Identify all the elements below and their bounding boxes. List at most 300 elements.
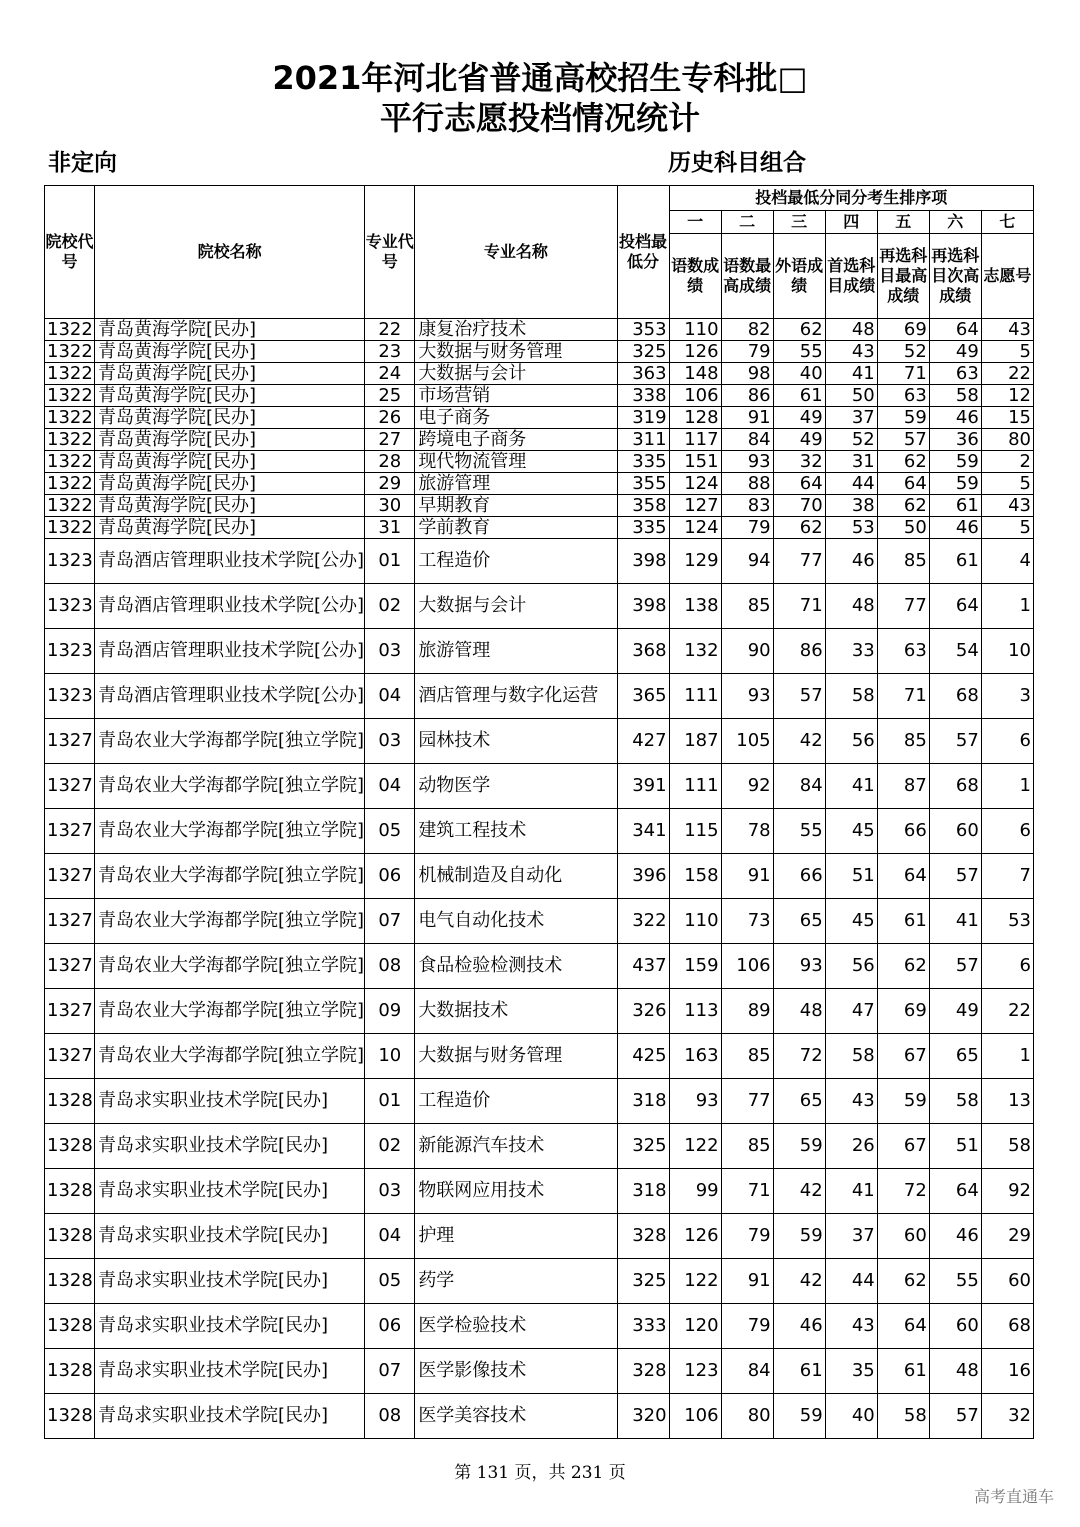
first-subject-cell: 43 bbox=[825, 341, 877, 363]
min-score-cell: 326 bbox=[617, 989, 669, 1034]
school-name-cell: 青岛农业大学海都学院[独立学院] bbox=[95, 764, 365, 809]
preference-no-cell: 32 bbox=[981, 1394, 1033, 1439]
major-code-cell: 03 bbox=[365, 1169, 415, 1214]
school-name-cell: 青岛农业大学海都学院[独立学院] bbox=[95, 989, 365, 1034]
reselect-second-cell: 57 bbox=[929, 1394, 981, 1439]
school-name-cell: 青岛求实职业技术学院[民办] bbox=[95, 1169, 365, 1214]
chinese-math-score-cell: 138 bbox=[669, 584, 721, 629]
reselect-max-cell: 67 bbox=[877, 1034, 929, 1079]
school-name-cell: 青岛求实职业技术学院[民办] bbox=[95, 1394, 365, 1439]
table-row bbox=[45, 407, 1034, 429]
major-name-cell: 物联网应用技术 bbox=[415, 1169, 617, 1214]
preference-no-cell: 1 bbox=[981, 1034, 1033, 1079]
school-name-cell: 青岛酒店管理职业技术学院[公办] bbox=[95, 539, 365, 584]
first-subject-cell: 43 bbox=[825, 1304, 877, 1349]
table-row bbox=[45, 495, 1034, 517]
first-subject-cell: 52 bbox=[825, 429, 877, 451]
reselect-second-cell: 49 bbox=[929, 989, 981, 1034]
school-code-cell: 1328 bbox=[45, 1169, 95, 1214]
school-code-cell: 1328 bbox=[45, 1349, 95, 1394]
school-name-cell: 青岛求实职业技术学院[民办] bbox=[95, 1214, 365, 1259]
reselect-max-cell: 64 bbox=[877, 1304, 929, 1349]
major-name-cell: 大数据与会计 bbox=[415, 363, 617, 385]
foreign-language-cell: 61 bbox=[773, 385, 825, 407]
table-row bbox=[45, 363, 1034, 385]
reselect-max-cell: 71 bbox=[877, 363, 929, 385]
table-header bbox=[45, 186, 1034, 319]
table-row bbox=[45, 899, 1034, 944]
school-code-cell: 1328 bbox=[45, 1394, 95, 1439]
school-name-cell: 青岛黄海学院[民办] bbox=[95, 407, 365, 429]
header-rank-4: 四 bbox=[825, 211, 877, 234]
first-subject-cell: 47 bbox=[825, 989, 877, 1034]
table-row bbox=[45, 385, 1034, 407]
school-name-cell: 青岛农业大学海都学院[独立学院] bbox=[95, 719, 365, 764]
school-name-cell: 青岛酒店管理职业技术学院[公办] bbox=[95, 629, 365, 674]
chinese-math-max-cell: 106 bbox=[721, 944, 773, 989]
first-subject-cell: 56 bbox=[825, 719, 877, 764]
preference-no-cell: 92 bbox=[981, 1169, 1033, 1214]
chinese-math-score-cell: 111 bbox=[669, 674, 721, 719]
major-code-cell: 10 bbox=[365, 1034, 415, 1079]
major-name-cell: 医学美容技术 bbox=[415, 1394, 617, 1439]
reselect-max-cell: 63 bbox=[877, 629, 929, 674]
header-major-name: 专业名称 bbox=[415, 186, 617, 319]
table-row bbox=[45, 1214, 1034, 1259]
school-code-cell: 1328 bbox=[45, 1079, 95, 1124]
first-subject-cell: 48 bbox=[825, 584, 877, 629]
watermark: 高考直通车 bbox=[973, 1487, 1054, 1506]
table-row bbox=[45, 319, 1034, 341]
major-code-cell: 28 bbox=[365, 451, 415, 473]
first-subject-cell: 41 bbox=[825, 764, 877, 809]
header-criterion-2: 语数最高成绩 bbox=[721, 234, 773, 319]
major-code-cell: 31 bbox=[365, 517, 415, 539]
major-code-cell: 06 bbox=[365, 1304, 415, 1349]
school-name-cell: 青岛黄海学院[民办] bbox=[95, 517, 365, 539]
reselect-second-cell: 55 bbox=[929, 1259, 981, 1304]
min-score-cell: 318 bbox=[617, 1079, 669, 1124]
reselect-second-cell: 57 bbox=[929, 944, 981, 989]
foreign-language-cell: 77 bbox=[773, 539, 825, 584]
major-name-cell: 工程造价 bbox=[415, 1079, 617, 1124]
foreign-language-cell: 40 bbox=[773, 363, 825, 385]
min-score-cell: 391 bbox=[617, 764, 669, 809]
first-subject-cell: 45 bbox=[825, 809, 877, 854]
first-subject-cell: 31 bbox=[825, 451, 877, 473]
school-code-cell: 1322 bbox=[45, 517, 95, 539]
school-name-cell: 青岛酒店管理职业技术学院[公办] bbox=[95, 584, 365, 629]
major-code-cell: 04 bbox=[365, 674, 415, 719]
major-code-cell: 08 bbox=[365, 1394, 415, 1439]
major-code-cell: 01 bbox=[365, 539, 415, 584]
first-subject-cell: 45 bbox=[825, 899, 877, 944]
major-name-cell: 大数据技术 bbox=[415, 989, 617, 1034]
school-name-cell: 青岛黄海学院[民办] bbox=[95, 363, 365, 385]
min-score-cell: 320 bbox=[617, 1394, 669, 1439]
reselect-max-cell: 62 bbox=[877, 451, 929, 473]
chinese-math-max-cell: 93 bbox=[721, 451, 773, 473]
min-score-cell: 338 bbox=[617, 385, 669, 407]
reselect-max-cell: 67 bbox=[877, 1124, 929, 1169]
header-rank-1: 一 bbox=[669, 211, 721, 234]
school-name-cell: 青岛求实职业技术学院[民办] bbox=[95, 1259, 365, 1304]
reselect-second-cell: 41 bbox=[929, 899, 981, 944]
table-row bbox=[45, 629, 1034, 674]
preference-no-cell: 10 bbox=[981, 629, 1033, 674]
preference-no-cell: 43 bbox=[981, 319, 1033, 341]
chinese-math-score-cell: 132 bbox=[669, 629, 721, 674]
header-rank-2: 二 bbox=[721, 211, 773, 234]
chinese-math-max-cell: 94 bbox=[721, 539, 773, 584]
reselect-max-cell: 62 bbox=[877, 495, 929, 517]
school-code-cell: 1323 bbox=[45, 629, 95, 674]
school-code-cell: 1327 bbox=[45, 809, 95, 854]
foreign-language-cell: 48 bbox=[773, 989, 825, 1034]
table-row bbox=[45, 944, 1034, 989]
reselect-second-cell: 61 bbox=[929, 495, 981, 517]
reselect-second-cell: 68 bbox=[929, 764, 981, 809]
major-name-cell: 医学影像技术 bbox=[415, 1349, 617, 1394]
foreign-language-cell: 55 bbox=[773, 809, 825, 854]
school-name-cell: 青岛求实职业技术学院[民办] bbox=[95, 1304, 365, 1349]
school-name-cell: 青岛黄海学院[民办] bbox=[95, 495, 365, 517]
header-criterion-3: 外语成绩 bbox=[773, 234, 825, 319]
major-code-cell: 03 bbox=[365, 719, 415, 764]
header-criterion-4: 首选科目成绩 bbox=[825, 234, 877, 319]
preference-no-cell: 22 bbox=[981, 989, 1033, 1034]
header-rank-3: 三 bbox=[773, 211, 825, 234]
table-row bbox=[45, 764, 1034, 809]
chinese-math-max-cell: 89 bbox=[721, 989, 773, 1034]
chinese-math-max-cell: 91 bbox=[721, 854, 773, 899]
table-row bbox=[45, 341, 1034, 363]
chinese-math-score-cell: 122 bbox=[669, 1259, 721, 1304]
reselect-max-cell: 77 bbox=[877, 584, 929, 629]
preference-no-cell: 1 bbox=[981, 764, 1033, 809]
first-subject-cell: 51 bbox=[825, 854, 877, 899]
first-subject-cell: 40 bbox=[825, 1394, 877, 1439]
chinese-math-score-cell: 106 bbox=[669, 1394, 721, 1439]
school-code-cell: 1322 bbox=[45, 341, 95, 363]
foreign-language-cell: 49 bbox=[773, 429, 825, 451]
preference-no-cell: 15 bbox=[981, 407, 1033, 429]
preference-no-cell: 5 bbox=[981, 517, 1033, 539]
header-criterion-5: 再选科目最高成绩 bbox=[877, 234, 929, 319]
admission-table bbox=[44, 185, 1034, 1439]
major-code-cell: 09 bbox=[365, 989, 415, 1034]
reselect-second-cell: 46 bbox=[929, 407, 981, 429]
chinese-math-max-cell: 105 bbox=[721, 719, 773, 764]
reselect-max-cell: 85 bbox=[877, 719, 929, 764]
chinese-math-max-cell: 77 bbox=[721, 1079, 773, 1124]
table-body bbox=[45, 319, 1034, 1439]
school-name-cell: 青岛黄海学院[民办] bbox=[95, 473, 365, 495]
school-code-cell: 1322 bbox=[45, 451, 95, 473]
table-row bbox=[45, 1079, 1034, 1124]
min-score-cell: 368 bbox=[617, 629, 669, 674]
header-min-score: 投档最低分 bbox=[617, 186, 669, 319]
foreign-language-cell: 49 bbox=[773, 407, 825, 429]
foreign-language-cell: 59 bbox=[773, 1214, 825, 1259]
min-score-cell: 322 bbox=[617, 899, 669, 944]
school-name-cell: 青岛农业大学海都学院[独立学院] bbox=[95, 944, 365, 989]
table-row bbox=[45, 539, 1034, 584]
reselect-max-cell: 58 bbox=[877, 1394, 929, 1439]
first-subject-cell: 58 bbox=[825, 674, 877, 719]
table-row bbox=[45, 854, 1034, 899]
major-code-cell: 05 bbox=[365, 1259, 415, 1304]
first-subject-cell: 33 bbox=[825, 629, 877, 674]
header-criterion-7: 志愿号 bbox=[981, 234, 1033, 319]
major-name-cell: 机械制造及自动化 bbox=[415, 854, 617, 899]
chinese-math-score-cell: 148 bbox=[669, 363, 721, 385]
major-name-cell: 护理 bbox=[415, 1214, 617, 1259]
min-score-cell: 396 bbox=[617, 854, 669, 899]
table-row bbox=[45, 451, 1034, 473]
chinese-math-max-cell: 88 bbox=[721, 473, 773, 495]
chinese-math-score-cell: 159 bbox=[669, 944, 721, 989]
major-code-cell: 30 bbox=[365, 495, 415, 517]
chinese-math-max-cell: 90 bbox=[721, 629, 773, 674]
preference-no-cell: 80 bbox=[981, 429, 1033, 451]
table-row bbox=[45, 674, 1034, 719]
header-major-code: 专业代号 bbox=[365, 186, 415, 319]
first-subject-cell: 26 bbox=[825, 1124, 877, 1169]
min-score-cell: 333 bbox=[617, 1304, 669, 1349]
major-code-cell: 02 bbox=[365, 584, 415, 629]
school-code-cell: 1322 bbox=[45, 495, 95, 517]
school-name-cell: 青岛黄海学院[民办] bbox=[95, 385, 365, 407]
subject-group-label: 历史科目组合 bbox=[668, 150, 806, 176]
chinese-math-score-cell: 99 bbox=[669, 1169, 721, 1214]
reselect-max-cell: 59 bbox=[877, 1079, 929, 1124]
table-row bbox=[45, 989, 1034, 1034]
first-subject-cell: 46 bbox=[825, 539, 877, 584]
min-score-cell: 398 bbox=[617, 539, 669, 584]
chinese-math-score-cell: 158 bbox=[669, 854, 721, 899]
min-score-cell: 335 bbox=[617, 517, 669, 539]
preference-no-cell: 4 bbox=[981, 539, 1033, 584]
chinese-math-score-cell: 126 bbox=[669, 1214, 721, 1259]
reselect-max-cell: 59 bbox=[877, 407, 929, 429]
preference-no-cell: 22 bbox=[981, 363, 1033, 385]
first-subject-cell: 56 bbox=[825, 944, 877, 989]
major-name-cell: 新能源汽车技术 bbox=[415, 1124, 617, 1169]
foreign-language-cell: 57 bbox=[773, 674, 825, 719]
header-criterion-6: 再选科目次高成绩 bbox=[929, 234, 981, 319]
school-code-cell: 1323 bbox=[45, 674, 95, 719]
chinese-math-max-cell: 84 bbox=[721, 1349, 773, 1394]
school-code-cell: 1322 bbox=[45, 473, 95, 495]
major-name-cell: 酒店管理与数字化运营 bbox=[415, 674, 617, 719]
first-subject-cell: 37 bbox=[825, 1214, 877, 1259]
major-code-cell: 07 bbox=[365, 1349, 415, 1394]
foreign-language-cell: 93 bbox=[773, 944, 825, 989]
school-code-cell: 1323 bbox=[45, 539, 95, 584]
min-score-cell: 341 bbox=[617, 809, 669, 854]
school-code-cell: 1322 bbox=[45, 429, 95, 451]
chinese-math-score-cell: 123 bbox=[669, 1349, 721, 1394]
preference-no-cell: 2 bbox=[981, 451, 1033, 473]
major-name-cell: 学前教育 bbox=[415, 517, 617, 539]
reselect-max-cell: 61 bbox=[877, 899, 929, 944]
school-code-cell: 1328 bbox=[45, 1214, 95, 1259]
school-name-cell: 青岛农业大学海都学院[独立学院] bbox=[95, 854, 365, 899]
chinese-math-score-cell: 129 bbox=[669, 539, 721, 584]
reselect-max-cell: 64 bbox=[877, 854, 929, 899]
major-name-cell: 电子商务 bbox=[415, 407, 617, 429]
school-name-cell: 青岛求实职业技术学院[民办] bbox=[95, 1349, 365, 1394]
reselect-second-cell: 64 bbox=[929, 319, 981, 341]
reselect-second-cell: 60 bbox=[929, 1304, 981, 1349]
major-name-cell: 工程造价 bbox=[415, 539, 617, 584]
school-code-cell: 1328 bbox=[45, 1259, 95, 1304]
major-name-cell: 旅游管理 bbox=[415, 473, 617, 495]
first-subject-cell: 35 bbox=[825, 1349, 877, 1394]
major-code-cell: 05 bbox=[365, 809, 415, 854]
table-row bbox=[45, 1169, 1034, 1214]
major-name-cell: 现代物流管理 bbox=[415, 451, 617, 473]
major-name-cell: 动物医学 bbox=[415, 764, 617, 809]
first-subject-cell: 50 bbox=[825, 385, 877, 407]
preference-no-cell: 1 bbox=[981, 584, 1033, 629]
reselect-second-cell: 63 bbox=[929, 363, 981, 385]
preference-no-cell: 43 bbox=[981, 495, 1033, 517]
chinese-math-score-cell: 110 bbox=[669, 899, 721, 944]
major-name-cell: 电气自动化技术 bbox=[415, 899, 617, 944]
major-name-cell: 园林技术 bbox=[415, 719, 617, 764]
reselect-max-cell: 87 bbox=[877, 764, 929, 809]
foreign-language-cell: 42 bbox=[773, 719, 825, 764]
chinese-math-max-cell: 93 bbox=[721, 674, 773, 719]
school-code-cell: 1327 bbox=[45, 989, 95, 1034]
chinese-math-max-cell: 79 bbox=[721, 517, 773, 539]
major-code-cell: 25 bbox=[365, 385, 415, 407]
chinese-math-score-cell: 120 bbox=[669, 1304, 721, 1349]
min-score-cell: 311 bbox=[617, 429, 669, 451]
school-name-cell: 青岛农业大学海都学院[独立学院] bbox=[95, 1034, 365, 1079]
table-row bbox=[45, 719, 1034, 764]
chinese-math-max-cell: 82 bbox=[721, 319, 773, 341]
reselect-max-cell: 71 bbox=[877, 674, 929, 719]
foreign-language-cell: 70 bbox=[773, 495, 825, 517]
table-row bbox=[45, 1124, 1034, 1169]
preference-no-cell: 60 bbox=[981, 1259, 1033, 1304]
min-score-cell: 355 bbox=[617, 473, 669, 495]
foreign-language-cell: 84 bbox=[773, 764, 825, 809]
major-code-cell: 04 bbox=[365, 764, 415, 809]
page-footer: 第 131 页，共 231 页 bbox=[454, 1463, 626, 1483]
school-code-cell: 1322 bbox=[45, 407, 95, 429]
preference-no-cell: 13 bbox=[981, 1079, 1033, 1124]
major-code-cell: 29 bbox=[365, 473, 415, 495]
major-code-cell: 07 bbox=[365, 899, 415, 944]
preference-no-cell: 58 bbox=[981, 1124, 1033, 1169]
first-subject-cell: 43 bbox=[825, 1079, 877, 1124]
foreign-language-cell: 65 bbox=[773, 899, 825, 944]
chinese-math-score-cell: 106 bbox=[669, 385, 721, 407]
major-name-cell: 康复治疗技术 bbox=[415, 319, 617, 341]
chinese-math-score-cell: 124 bbox=[669, 517, 721, 539]
major-name-cell: 跨境电子商务 bbox=[415, 429, 617, 451]
reselect-second-cell: 64 bbox=[929, 584, 981, 629]
table-row bbox=[45, 429, 1034, 451]
table-row bbox=[45, 584, 1034, 629]
preference-no-cell: 16 bbox=[981, 1349, 1033, 1394]
min-score-cell: 325 bbox=[617, 1124, 669, 1169]
page-title-line-1: 2021年河北省普通高校招生专科批□ bbox=[272, 59, 808, 97]
foreign-language-cell: 55 bbox=[773, 341, 825, 363]
min-score-cell: 319 bbox=[617, 407, 669, 429]
reselect-max-cell: 50 bbox=[877, 517, 929, 539]
reselect-second-cell: 59 bbox=[929, 451, 981, 473]
reselect-second-cell: 57 bbox=[929, 854, 981, 899]
preference-no-cell: 68 bbox=[981, 1304, 1033, 1349]
chinese-math-max-cell: 85 bbox=[721, 1124, 773, 1169]
min-score-cell: 325 bbox=[617, 1259, 669, 1304]
chinese-math-score-cell: 151 bbox=[669, 451, 721, 473]
reselect-second-cell: 36 bbox=[929, 429, 981, 451]
reselect-max-cell: 57 bbox=[877, 429, 929, 451]
table-row bbox=[45, 1259, 1034, 1304]
reselect-second-cell: 46 bbox=[929, 517, 981, 539]
reselect-second-cell: 57 bbox=[929, 719, 981, 764]
major-name-cell: 大数据与会计 bbox=[415, 584, 617, 629]
chinese-math-max-cell: 79 bbox=[721, 1304, 773, 1349]
chinese-math-score-cell: 93 bbox=[669, 1079, 721, 1124]
chinese-math-max-cell: 79 bbox=[721, 341, 773, 363]
chinese-math-max-cell: 85 bbox=[721, 1034, 773, 1079]
header-school-name: 院校名称 bbox=[95, 186, 365, 319]
table-row bbox=[45, 1394, 1034, 1439]
foreign-language-cell: 71 bbox=[773, 584, 825, 629]
table-row bbox=[45, 809, 1034, 854]
min-score-cell: 328 bbox=[617, 1214, 669, 1259]
chinese-math-score-cell: 122 bbox=[669, 1124, 721, 1169]
chinese-math-max-cell: 92 bbox=[721, 764, 773, 809]
school-name-cell: 青岛黄海学院[民办] bbox=[95, 319, 365, 341]
school-name-cell: 青岛求实职业技术学院[民办] bbox=[95, 1124, 365, 1169]
chinese-math-max-cell: 71 bbox=[721, 1169, 773, 1214]
first-subject-cell: 48 bbox=[825, 319, 877, 341]
reselect-max-cell: 69 bbox=[877, 319, 929, 341]
first-subject-cell: 44 bbox=[825, 1259, 877, 1304]
min-score-cell: 353 bbox=[617, 319, 669, 341]
foreign-language-cell: 42 bbox=[773, 1169, 825, 1214]
school-code-cell: 1322 bbox=[45, 319, 95, 341]
min-score-cell: 363 bbox=[617, 363, 669, 385]
chinese-math-max-cell: 83 bbox=[721, 495, 773, 517]
reselect-second-cell: 61 bbox=[929, 539, 981, 584]
chinese-math-score-cell: 110 bbox=[669, 319, 721, 341]
foreign-language-cell: 65 bbox=[773, 1079, 825, 1124]
major-code-cell: 08 bbox=[365, 944, 415, 989]
reselect-max-cell: 60 bbox=[877, 1214, 929, 1259]
school-name-cell: 青岛黄海学院[民办] bbox=[95, 341, 365, 363]
school-code-cell: 1328 bbox=[45, 1124, 95, 1169]
major-name-cell: 建筑工程技术 bbox=[415, 809, 617, 854]
header-rank-6: 六 bbox=[929, 211, 981, 234]
foreign-language-cell: 46 bbox=[773, 1304, 825, 1349]
min-score-cell: 427 bbox=[617, 719, 669, 764]
school-code-cell: 1322 bbox=[45, 363, 95, 385]
header-school-code: 院校代号 bbox=[45, 186, 95, 319]
min-score-cell: 365 bbox=[617, 674, 669, 719]
reselect-max-cell: 52 bbox=[877, 341, 929, 363]
chinese-math-score-cell: 117 bbox=[669, 429, 721, 451]
first-subject-cell: 37 bbox=[825, 407, 877, 429]
